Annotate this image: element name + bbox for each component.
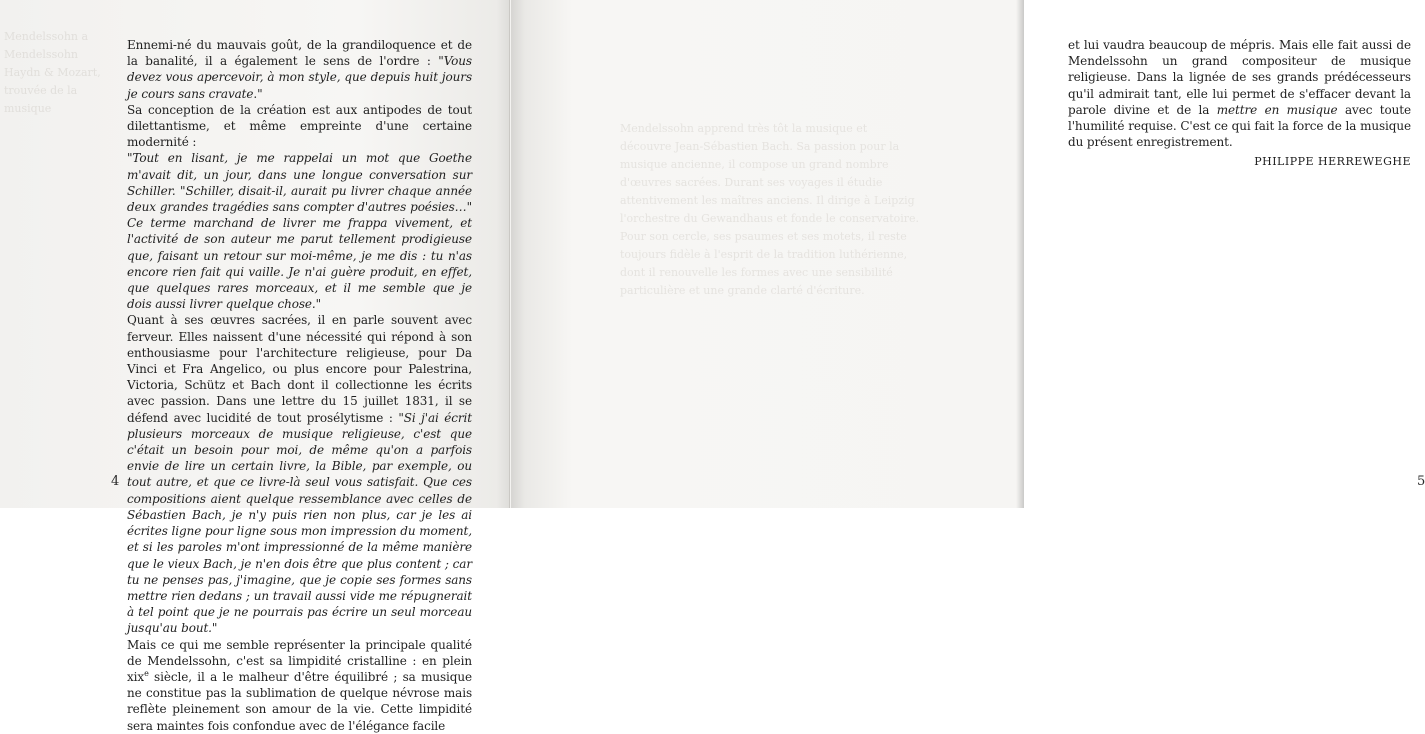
italic-quote: mettre en musique: [1216, 102, 1338, 117]
right-page: [511, 0, 1425, 508]
paragraph: [127, 102, 472, 151]
page-number-left: 4: [111, 474, 120, 489]
text-run: et lui vaudra beaucoup de mépris. Mais elle fait aussi de Mendelssohn un grand compositeur de musique religieuse. Dans la lignée de ses grands prédécesseurs qu'il admirait tant, elle lui permet de s'effacer devant la parole divine et de la: [1068, 38, 1411, 117]
italic-quote: Si j'ai écrit plusieurs morceaux de musique religieuse, c'est que c'était un besoin pour moi, de même qu'on a parfois envie de lire un certain livre, la Bible, par exemple, ou tout autre, et que ce livre-là seul vous satisfait. Que ces compositions aient quelque ressemblance avec celles de Sébastien Bach, je n'y puis rien non plus, car je les ai écrites ligne pour ligne sous mon impression du moment, et si les paroles m'ont impressionné de la même manière que le vieux Bach, je n'en dois être que plus content ; car tu ne penses pas, j'imagine, que je copie ses formes sans mettre rien dedans ; un travail aussi vide me répugnerait à tel point que je ne pourrais pas écrire un seul morceau jusqu'au bout.: [127, 410, 473, 636]
bleed-through-text-left: Mendelssohn a Mendelssohn Haydn & Mozart, trouvée de la musique: [4, 30, 101, 115]
paragraph: [127, 312, 472, 636]
paragraph: [127, 37, 472, 102]
author-signature: PHILIPPE HERREWEGHE: [1254, 155, 1411, 169]
paragraph: [127, 150, 472, 312]
text-run: siècle, il a le malheur d'être équilibré ; sa musique ne constitue pas la sublimation de quelque névrose mais reflète pleinement son amour de la vie. Cette limpidité sera maintes fois confondue avec de l'élégance facile: [127, 669, 472, 733]
text-run: Quant à ses œuvres sacrées, il en parle souvent avec ferveur. Elles naissent d'une nécessité qui répond à son enthousiasme pour l'architecture religieuse, pour Da Vinci et Fra Angelico, ou plus encore pour Palestrina, Victoria, Schütz et Bach dont il collectionne les écrits avec passion. Dans une lettre du 15 juillet 1831, il se défend avec lucidité de tout prosélytisme : ": [127, 313, 472, 425]
right-page-text: [1068, 37, 1411, 171]
page-number-right: 5: [1417, 474, 1425, 489]
bleed-through-text-right: Mendelssohn apprend très tôt la musique et découvre Jean-Sébastien Bach. Sa passion pour la musique ancienne, il compose un grand nombre d'œuvres sacrées. Durant ses voyages il étudie attentivement les maîtres anciens. Il dirige à Leipzig l'orchestre du Gewandhaus et fonde le conservatoire. Pour son cercle, ses psaumes et ses motets, il reste toujours fidèle à l'esprit de la tradition luthérienne, dont il renouvelle les formes avec une sensibilité particulière et une grande clarté d'écriture.: [620, 122, 920, 297]
text-run: ": [211, 621, 218, 636]
text-run: avec toute l'humilité requise. C'est ce qui fait la force de la musique du présent enregistrement.: [1068, 102, 1411, 150]
italic-quote: Vous devez vous apercevoir, à mon style, que depuis huit jours je cours sans cravate: [127, 54, 472, 101]
text-run: .": [253, 86, 263, 101]
text-run: Mais ce qui me semble représenter la principale qualité de Mendelssohn, c'est sa limpidité cristalline : en plein xix: [127, 637, 472, 684]
paragraph: [1068, 37, 1411, 150]
scan-edge: [1016, 0, 1024, 508]
paragraph: [127, 637, 472, 734]
text-run: Sa conception de la création est aux antipodes de tout dilettantisme, et même empreinte d'une certaine modernité :: [127, 102, 472, 150]
superscript: e: [144, 668, 149, 678]
text-run: Ennemi-né du mauvais goût, de la grandiloquence et de la banalité, il a également le sens de l'ordre : ": [127, 38, 472, 69]
left-page: [0, 0, 510, 733]
left-page-text: [127, 37, 472, 734]
italic-quote: "Tout en lisant, je me rappelai un mot que Goethe m'avait dit, un jour, dans une longue conversation sur Schiller. "Schiller, disait-il, aurait pu livrer chaque année deux grandes tragédies sans compter d'autres poésies…" Ce terme marchand de livrer me frappa vivement, et l'activité de son auteur me parut tellement prodigieuse que, faisant un retour sur moi-même, je me dis : tu n'as encore rien fait qui vaille. Je n'ai guère produit, en effet, que quelques rares morceaux, et il me semble que je dois aussi livrer quelque chose.": [127, 151, 472, 312]
